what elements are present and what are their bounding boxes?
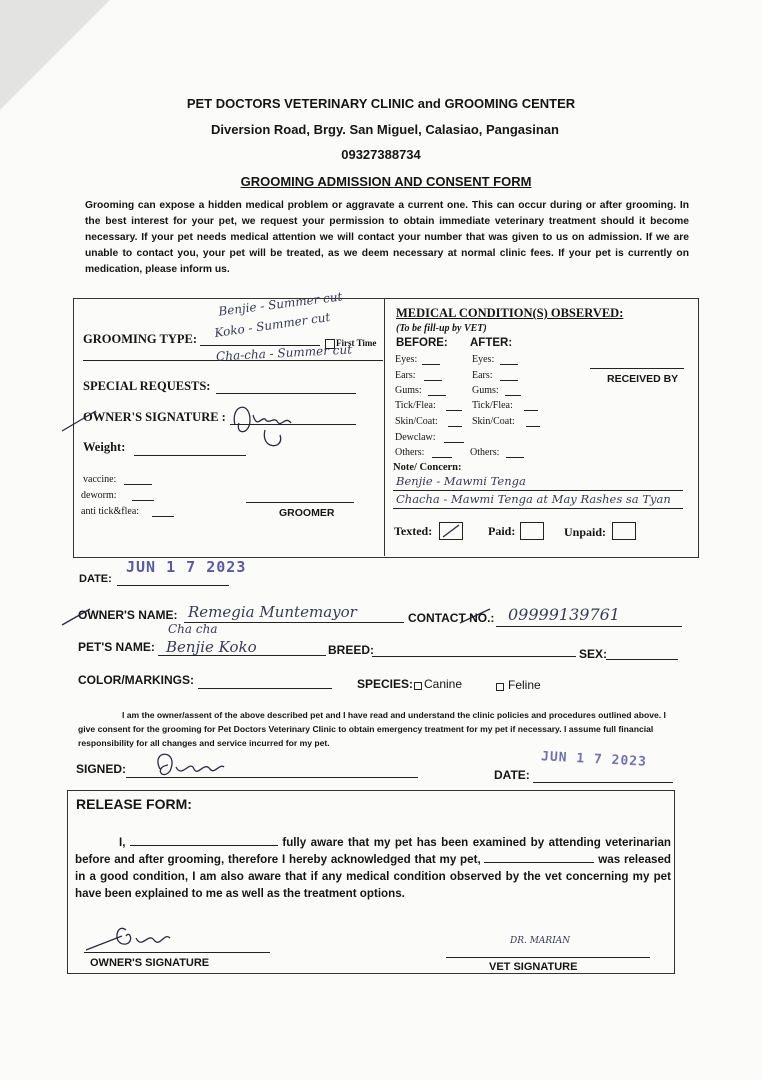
release-text-2: fully aware that my pet has been examined by attending veterinarian before and after grooming, therefore I hereby acknowledged that my pet,	[75, 836, 671, 866]
pet-name-value: Benjie Koko	[166, 638, 257, 656]
signed-label: SIGNED:	[76, 762, 127, 776]
canine-label: Canine	[424, 677, 463, 691]
sex-label: SEX:	[579, 647, 608, 661]
groomer-label: GROOMER	[279, 507, 335, 519]
signed-signature-scribble	[140, 745, 250, 785]
received-by-line[interactable]	[590, 368, 684, 369]
before-others: Others:	[395, 447, 425, 458]
before-dewclaw: Dewclaw:	[395, 432, 436, 443]
after-label: AFTER:	[470, 337, 513, 349]
before-eyes-line[interactable]	[422, 364, 440, 365]
after-eyes-line[interactable]	[500, 364, 518, 365]
release-pet-blank[interactable]	[484, 852, 594, 863]
species-label: SPECIES:	[357, 677, 414, 691]
release-owner-sig-label: OWNER'S SIGNATURE	[90, 957, 210, 969]
owner-name-label: OWNER'S NAME:	[78, 608, 178, 622]
pet-name-value-above: Cha cha	[168, 622, 218, 636]
form-title: GROOMING ADMISSION AND CONSENT FORM	[240, 174, 532, 189]
grooming-entry-3: Cha-cha - Summer cut	[215, 342, 353, 364]
texted-label: Texted:	[394, 524, 433, 538]
before-gums-line[interactable]	[428, 395, 446, 396]
owner-signature-scribble	[225, 395, 315, 455]
deworm-label: deworm:	[81, 490, 117, 501]
canine-checkbox[interactable]	[414, 682, 422, 690]
color-markings-line[interactable]	[198, 688, 332, 689]
special-requests-label: SPECIAL REQUESTS:	[83, 379, 211, 393]
after-others-line[interactable]	[506, 457, 524, 458]
paid-checkbox[interactable]	[520, 522, 544, 540]
owner-name-value: Remegia Muntemayor	[188, 603, 357, 621]
grooming-type-label: GROOMING TYPE:	[83, 332, 198, 346]
after-skin-coat-line[interactable]	[526, 426, 540, 427]
anti-tick-label: anti tick&flea:	[81, 506, 140, 517]
before-ears-line[interactable]	[424, 380, 442, 381]
vaccine-label: vaccine:	[83, 474, 117, 485]
after-gums: Gums:	[472, 385, 499, 396]
consent-paragraph: I am the owner/assent of the above described pet and I have read and understand the clinic policies and procedures outlined above. I give consent for the grooming for Pet Doctors Veterinary Clinic to obtain emergency treatment for my pet if necessary. I assume full financial responsibility for all changes and service incurred for my pet.	[78, 710, 666, 748]
first-time-label: First Time	[336, 338, 377, 348]
breed-label: BREED:	[328, 643, 375, 657]
release-owner-blank[interactable]	[130, 835, 278, 846]
release-vet-sig-label: VET SIGNATURE	[489, 961, 578, 973]
after-others: Others:	[470, 447, 500, 458]
texted-checkbox[interactable]	[439, 522, 463, 540]
page-corner-fold	[0, 0, 110, 110]
box-divider	[384, 298, 385, 556]
after-skin-coat: Skin/Coat:	[472, 416, 515, 427]
signed-date-line[interactable]	[533, 782, 673, 783]
after-tick-flea: Tick/Flea:	[472, 400, 513, 411]
note-line-1[interactable]	[393, 490, 683, 491]
before-skin-coat-line[interactable]	[448, 426, 462, 427]
received-by-label: RECEIVED BY	[607, 373, 679, 385]
sex-line[interactable]	[606, 659, 678, 660]
medical-condition-subtitle: (To be fill-up by VET)	[396, 323, 487, 334]
first-time-checkbox[interactable]	[325, 339, 335, 349]
special-requests-line[interactable]	[216, 393, 356, 394]
owner-row-strike	[60, 605, 580, 629]
owner-signature-strike	[60, 405, 100, 435]
release-title: RELEASE FORM:	[76, 796, 192, 812]
breed-line[interactable]	[372, 656, 576, 657]
groomer-line[interactable]	[246, 502, 354, 503]
feline-label: Feline	[508, 678, 541, 692]
signed-date-label: DATE:	[494, 768, 530, 782]
feline-checkbox[interactable]	[496, 683, 504, 691]
before-others-line[interactable]	[432, 457, 452, 458]
signed-date-stamp: JUN 1 7 2023	[540, 749, 648, 770]
date-line[interactable]	[117, 585, 229, 586]
deworm-line[interactable]	[132, 500, 154, 501]
after-eyes: Eyes:	[472, 354, 495, 365]
texted-check-mark	[440, 523, 462, 539]
vaccine-line[interactable]	[124, 484, 152, 485]
grooming-entry-2: Koko - Summer cut	[213, 309, 332, 341]
after-ears-line[interactable]	[500, 380, 518, 381]
medical-condition-title: MEDICAL CONDITION(S) OBSERVED:	[396, 306, 624, 320]
before-tick-flea-line[interactable]	[446, 410, 462, 411]
note-label: Note/ Concern:	[393, 462, 462, 473]
after-ears: Ears:	[472, 370, 493, 381]
weight-line[interactable]	[134, 455, 246, 456]
contact-value: 09999139761	[508, 605, 620, 624]
before-tick-flea: Tick/Flea:	[395, 400, 436, 411]
before-ears: Ears:	[395, 370, 416, 381]
after-tick-flea-line[interactable]	[524, 410, 538, 411]
note-entry-1: Benjie - Mawmi Tenga	[396, 474, 526, 488]
unpaid-checkbox[interactable]	[612, 522, 636, 540]
release-text-3: was released in a good condition, I am also aware that if any medical condition observed by the vet concerning my pet have been explained to me as well as the treatment options.	[75, 853, 672, 900]
pet-name-label: PET'S NAME:	[78, 640, 155, 654]
owner-signature-label: OWNER'S SIGNATURE :	[83, 410, 226, 424]
weight-label: Weight:	[83, 440, 126, 454]
clinic-phone: 09327388734	[341, 147, 421, 162]
before-dewclaw-line[interactable]	[444, 442, 464, 443]
note-entry-2: Chacha - Mawmi Tenga at May Rashes sa Tyan	[396, 492, 671, 506]
clinic-name: PET DOCTORS VETERINARY CLINIC and GROOMING CENTER	[186, 96, 576, 111]
release-vet-sig-line[interactable]	[446, 957, 650, 958]
after-gums-line[interactable]	[505, 395, 521, 396]
date-stamp: JUN 1 7 2023	[126, 558, 247, 576]
release-owner-sig-line[interactable]	[84, 952, 270, 953]
before-gums: Gums:	[395, 385, 422, 396]
before-label: BEFORE:	[396, 337, 448, 349]
before-skin-coat: Skin/Coat:	[395, 416, 438, 427]
intro-paragraph: Grooming can expose a hidden medical problem or aggravate a current one. This can occur during or after grooming. In the best interest for your pet, we request your permission to obtain immediate veterinary treatment should it become necessary. If your pet needs medical attention we will contact your number that was given to us on admission. If we are unable to contact you, your pet will be treated, as we deem necessary at normal clinic fees. If your pet is currently on medication, please inform us.	[85, 200, 689, 275]
release-text-1: I,	[119, 836, 130, 849]
unpaid-label: Unpaid:	[564, 525, 607, 539]
clinic-address: Diversion Road, Brgy. San Miguel, Calasiao, Pangasinan	[211, 122, 559, 137]
release-paragraph	[75, 834, 671, 902]
note-line-2[interactable]	[393, 508, 683, 509]
anti-tick-line[interactable]	[152, 516, 174, 517]
contact-label: CONTACT NO.:	[408, 611, 495, 625]
date-label: DATE:	[79, 573, 112, 585]
grooming-entry-1: Benjie - Summer cut	[217, 289, 344, 319]
release-vet-written: DR. MARIAN	[510, 936, 571, 946]
before-eyes: Eyes:	[395, 354, 418, 365]
color-markings-label: COLOR/MARKINGS:	[78, 673, 194, 687]
release-owner-signature-scribble	[82, 920, 192, 960]
paid-label: Paid:	[488, 524, 516, 538]
